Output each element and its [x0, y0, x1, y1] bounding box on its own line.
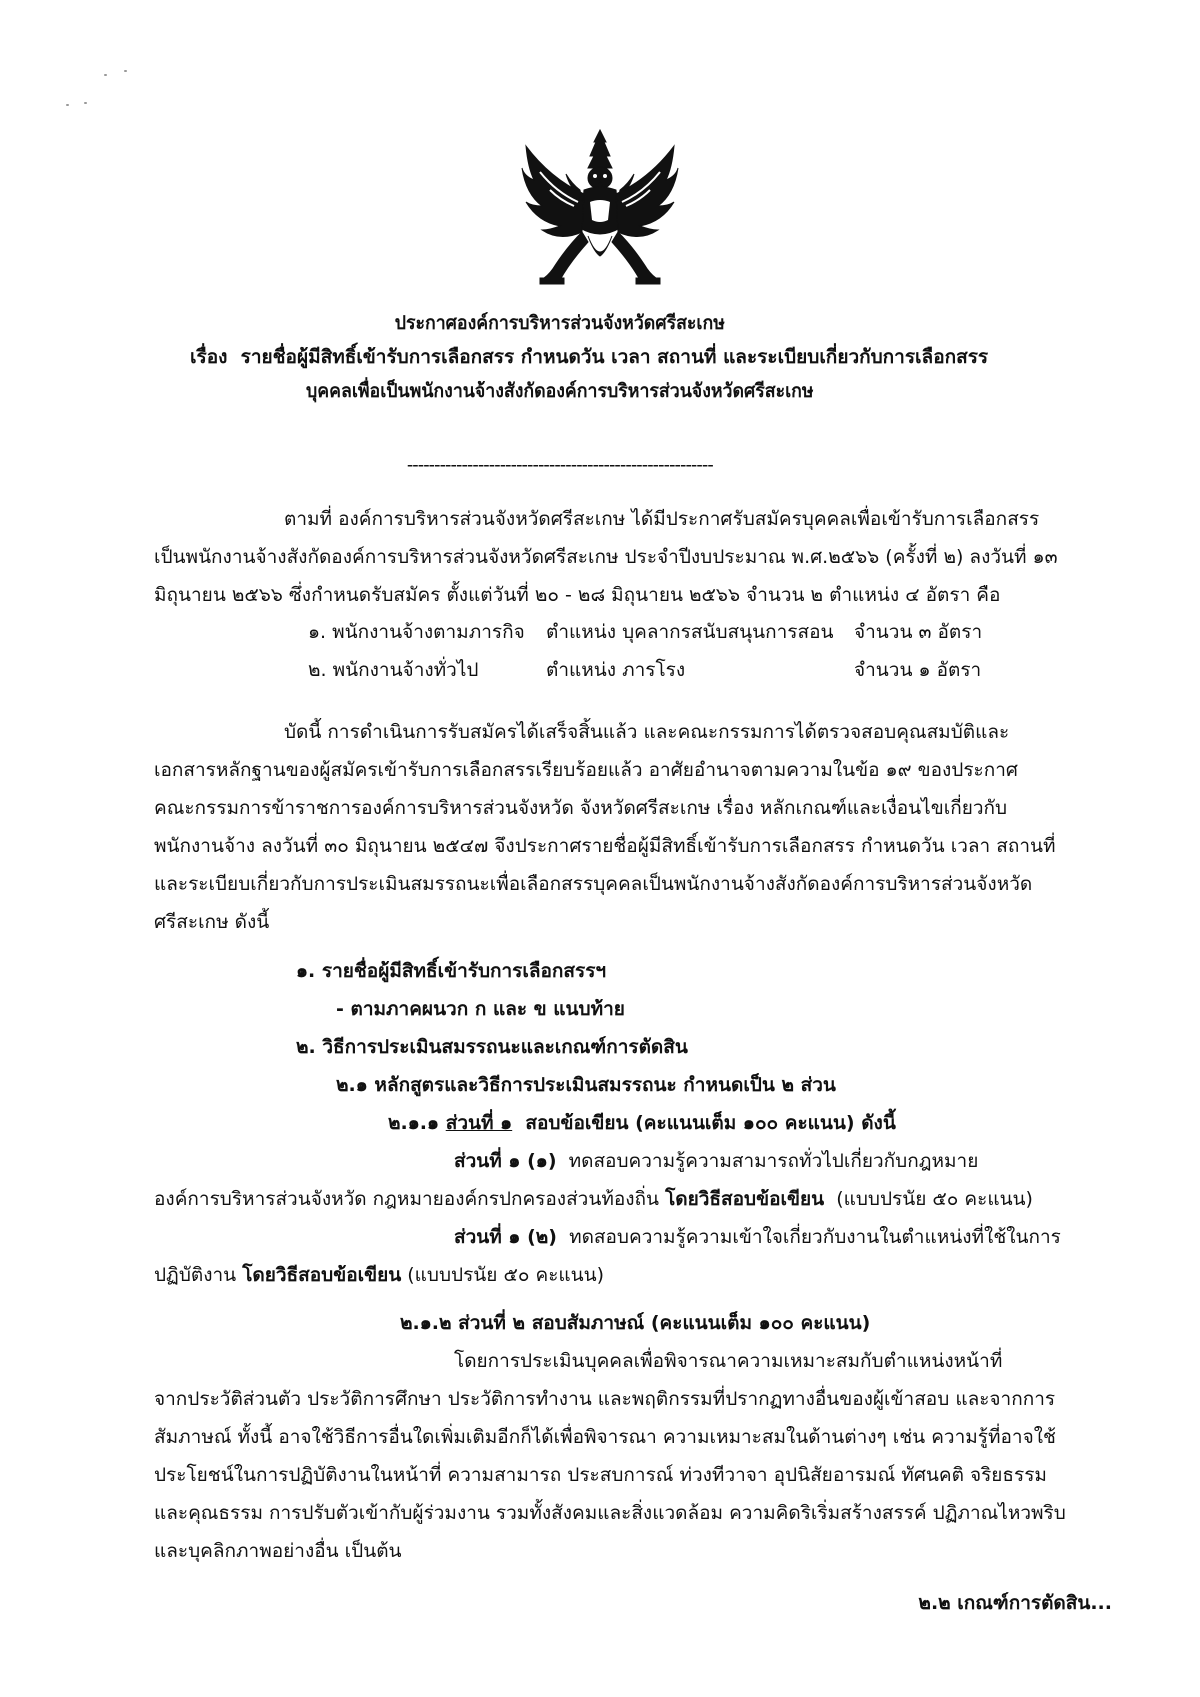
part-1-1-label: ส่วนที่ ๑ (๑)	[454, 1150, 557, 1172]
part-1-1-line2-b: โดยวิธีสอบข้อเขียน	[665, 1188, 825, 1210]
intro-line-3: มิถุนายน ๒๕๖๖ ซึ่งกำหนดรับสมัคร ตั้งแต่วันที่ ๒๐ - ๒๘ มิถุนายน ๒๕๖๖ จำนวน ๒ ตำแหน่ง ๔ อัตรา คือ	[154, 584, 1001, 606]
part-1-2-label: ส่วนที่ ๑ (๒)	[454, 1226, 557, 1248]
section-2-1-1-number: ๒.๑.๑	[388, 1112, 440, 1134]
section-1-sub: - ตามภาคผนวก ก และ ข แนบท้าย	[336, 998, 625, 1020]
subject-text-1: รายชื่อผู้มีสิทธิ์เข้ารับการเลือกสรร กำหนดวัน เวลา สถานที่ และระเบียบเกี่ยวกับการเลือกสรร	[240, 346, 989, 368]
subject-line-2: บุคคลเพื่อเป็นพนักงานจ้างสังกัดองค์การบริหารส่วนจังหวัดศรีสะเกษ	[305, 380, 814, 402]
interview-line-6: และบุคลิกภาพอย่างอื่น เป็นต้น	[154, 1540, 402, 1562]
body-line-4: พนักงานจ้าง ลงวันที่ ๓๐ มิถุนายน ๒๕๔๗ จึงประกาศรายชื่อผู้มีสิทธิ์เข้ารับการเลือกสรร กำหนดวัน เวลา สถานที่	[154, 835, 1056, 857]
interview-line-4: ประโยชน์ในการปฏิบัติงานในหน้าที่ ความสามารถ ประสบการณ์ ท่วงทีวาจา อุปนิสัยอารมณ์ ทัศนคติ จริยธรรม	[154, 1464, 1047, 1486]
position-count-1: จำนวน ๓ อัตรา	[854, 621, 983, 643]
interview-line-2: จากประวัติส่วนตัว ประวัติการศึกษา ประวัติการทำงาน และพฤติกรรมที่ปรากฏทางอื่นของผู้เข้าสอบ และจากการ	[154, 1388, 1056, 1410]
part-1-1-text: ทดสอบความรู้ความสามารถทั่วไปเกี่ยวกับกฎหมาย	[568, 1150, 979, 1172]
body-line-1: บัดนี้ การดำเนินการรับสมัครได้เสร็จสิ้นแล้ว และคณะกรรมการได้ตรวจสอบคุณสมบัติและ	[284, 721, 1010, 743]
continuation-note: ๒.๒ เกณฑ์การตัดสิน...	[918, 1592, 1112, 1614]
section-2-heading: ๒. วิธีการประเมินสมรรถนะและเกณฑ์การตัดสิน	[296, 1036, 688, 1058]
announcement-title: ประกาศองค์การบริหารส่วนจังหวัดศรีสะเกษ	[394, 312, 725, 334]
interview-line-1: โดยการประเมินบุคคลเพื่อพิจารณาความเหมาะสมกับตำแหน่งหน้าที่	[454, 1350, 1003, 1372]
header-divider: --------------------------------------------------------	[406, 454, 713, 476]
body-line-5: และระเบียบเกี่ยวกับการประเมินสมรรถนะเพื่อเลือกสรรบุคคลเป็นพนักงานจ้างสังกัดองค์การบริหารส่วนจังหวัด	[154, 873, 1033, 895]
part-1-2-line-2	[154, 1263, 604, 1287]
part-1-2-text: ทดสอบความรู้ความเข้าใจเกี่ยวกับงานในตำแหน่งที่ใช้ในการ	[569, 1226, 1061, 1248]
position-count-2: จำนวน ๑ อัตรา	[854, 659, 982, 681]
position-title-2: ตำแหน่ง ภารโรง	[546, 659, 686, 681]
part-1-1-line-2	[154, 1187, 1033, 1211]
subject-label: เรื่อง	[190, 346, 228, 368]
part-1-1-line2-a: องค์การบริหารส่วนจังหวัด กฎหมายองค์กรปกครองส่วนท้องถิ่น	[154, 1188, 660, 1210]
interview-line-3: สัมภาษณ์ ทั้งนี้ อาจใช้วิธีการอื่นใดเพิ่มเติมอีกก็ได้เพื่อพิจารณา ความเหมาะสมในด้านต่างๆ เช่น ความรู้ที่อาจใช้	[154, 1426, 1056, 1448]
body-line-3: คณะกรรมการข้าราชการองค์การบริหารส่วนจังหวัด จังหวัดศรีสะเกษ เรื่อง หลักเกณฑ์และเงื่อนไขเกี่ยวกับ	[154, 797, 1008, 819]
scan-speck	[84, 102, 87, 104]
scan-speck	[124, 70, 127, 72]
subject-line-1	[190, 345, 988, 369]
part-1-2-line-1	[454, 1225, 1061, 1249]
position-type-2: ๒. พนักงานจ้างทั่วไป	[308, 659, 479, 681]
interview-line-5: และคุณธรรม การปรับตัวเข้ากับผู้ร่วมงาน รวมทั้งสังคมและสิ่งแวดล้อม ความคิดริเริ่มสร้างสรรค์ ปฏิภาณไหวพริบ	[154, 1502, 1066, 1524]
section-1-heading: ๑. รายชื่อผู้มีสิทธิ์เข้ารับการเลือกสรรฯ	[296, 960, 607, 982]
intro-line-2: เป็นพนักงานจ้างสังกัดองค์การบริหารส่วนจังหวัดศรีสะเกษ ประจำปีงบประมาณ พ.ศ.๒๕๖๖ (ครั้งที่ ๒) ลงวันที่ ๑๓	[154, 546, 1058, 568]
intro-line-1: ตามที่ องค์การบริหารส่วนจังหวัดศรีสะเกษ ได้มีประกาศรับสมัครบุคคลเพื่อเข้ารับการเลือกสรร	[284, 508, 1040, 530]
section-2-1-1-part: ส่วนที่ ๑	[445, 1112, 513, 1134]
position-type-1: ๑. พนักงานจ้างตามภารกิจ	[308, 621, 525, 643]
scan-speck	[104, 74, 107, 76]
part-1-2-line2-c: (แบบปรนัย ๕๐ คะแนน)	[407, 1264, 605, 1286]
garuda-emblem-icon	[520, 128, 680, 290]
position-title-1: ตำแหน่ง บุคลากรสนับสนุนการสอน	[546, 621, 834, 643]
section-2-1-heading: ๒.๑ หลักสูตรและวิธีการประเมินสมรรถนะ กำหนดเป็น ๒ ส่วน	[336, 1074, 836, 1096]
scan-speck	[66, 104, 69, 106]
part-1-1-line2-c: (แบบปรนัย ๕๐ คะแนน)	[836, 1188, 1033, 1210]
section-2-1-1-heading	[388, 1111, 896, 1135]
part-1-1-line-1	[454, 1149, 978, 1173]
part-1-2-line2-b: โดยวิธีสอบข้อเขียน	[242, 1264, 402, 1286]
section-2-1-2-heading: ๒.๑.๒ ส่วนที่ ๒ สอบสัมภาษณ์ (คะแนนเต็ม ๑๐๐ คะแนน)	[400, 1312, 871, 1334]
part-1-2-line2-a: ปฏิบัติงาน	[154, 1264, 237, 1286]
body-line-2: เอกสารหลักฐานของผู้สมัครเข้ารับการเลือกสรรเรียบร้อยแล้ว อาศัยอำนาจตามความในข้อ ๑๙ ของประกาศ	[154, 759, 1018, 781]
section-2-1-1-rest: สอบข้อเขียน (คะแนนเต็ม ๑๐๐ คะแนน) ดังนี้	[525, 1112, 896, 1134]
body-line-6: ศรีสะเกษ ดังนี้	[154, 911, 270, 933]
